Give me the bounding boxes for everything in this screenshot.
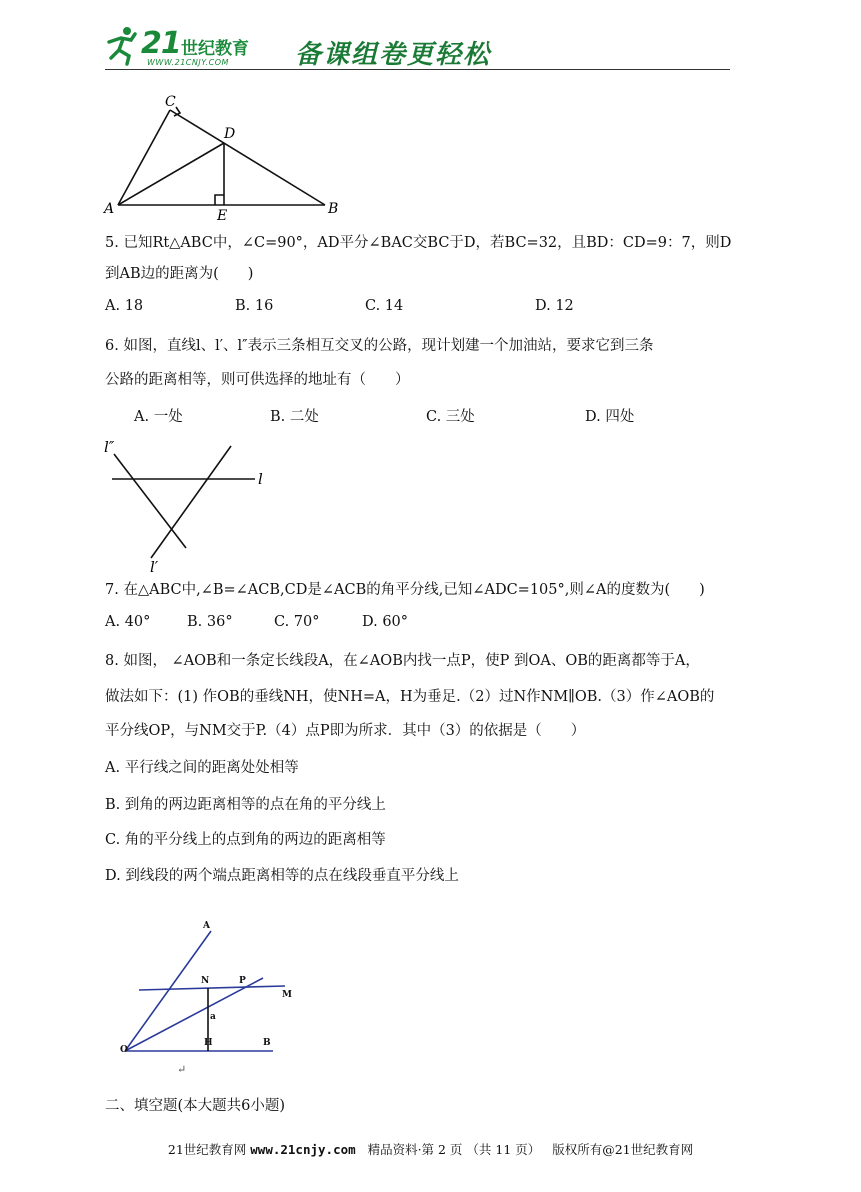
question-5-line-1: 5. 已知Rt△ABC中，∠C=90°，AD平分∠BAC交BC于D，若BC=32，且BD：CD=9：7，则D — [105, 235, 732, 251]
label-l: l — [258, 470, 263, 488]
runner-logo-icon — [105, 26, 141, 66]
logo-name: 世纪教育 — [181, 39, 249, 59]
q8-option-b: B. 到角的两边距离相等的点在角的平分线上 — [105, 797, 386, 813]
label-b: B — [328, 201, 339, 217]
question-8-line-1: 8. 如图， ∠AOB和一条定长线段A，在∠AOB内找一点P，使P 到OA、OB的距离都等于A， — [105, 653, 700, 669]
q7-option-a: A. 40° — [105, 614, 151, 630]
question-6-line-1: 6. 如图，直线l、l′、l″表示三条相互交叉的公路，现计划建一个加油站，要求它到三条 — [105, 338, 654, 354]
q5-option-a: A. 18 — [105, 298, 144, 314]
section-2-title: 二、填空题(本大题共6小题) — [105, 1098, 286, 1114]
header-divider — [105, 69, 730, 70]
question-8-line-2: 做法如下：(1) 作OB的垂线NH，使NH=A，H为垂足.（2）过N作NM∥OB.（3）作∠AOB的 — [105, 689, 715, 705]
q7-option-c: C. 70° — [274, 614, 320, 630]
label-d: D — [224, 126, 236, 142]
q7-option-d: D. 60° — [362, 614, 409, 630]
footer-site-name: 21世纪教育网 — [167, 1142, 247, 1157]
q5-option-b: B. 16 — [235, 298, 274, 314]
footer-url[interactable]: www.21cnjy.com — [250, 1142, 356, 1157]
header-slogan: 备课组卷更轻松 — [295, 40, 492, 70]
q6-option-c: C. 三处 — [426, 409, 475, 425]
label-e: E — [217, 208, 228, 222]
footer-page-info: 精品资料·第 2 页 （共 11 页） — [367, 1142, 541, 1157]
question-7-line-1: 7. 在△ABC中,∠B=∠ACB,CD是∠ACB的角平分线,已知∠ADC=105°,则∠A的度数为( ) — [105, 582, 705, 598]
page-header — [105, 20, 730, 72]
question-6-line-2: 公路的距离相等，则可供选择的地址有（ ） — [105, 372, 410, 388]
q7-option-b: B. 36° — [187, 614, 233, 630]
question-8-line-3: 平分线OP，与NM交于P.（4）点P即为所求．其中（3）的依据是（ ） — [105, 723, 586, 739]
page-footer — [0, 1140, 861, 1158]
angle-construction-figure — [115, 915, 300, 1085]
label-m: M — [282, 990, 292, 1000]
label-b: B — [263, 1038, 271, 1048]
label-o: O — [120, 1045, 128, 1055]
return-mark-icon: ↵ — [177, 1063, 187, 1076]
label-l-prime: l′ — [150, 558, 159, 576]
q5-option-c: C. 14 — [365, 298, 404, 314]
q6-option-b: B. 二处 — [270, 409, 319, 425]
label-a: A — [104, 201, 115, 217]
question-5-line-2: 到AB边的距离为( ) — [105, 266, 254, 282]
roads-figure — [100, 432, 280, 577]
label-h: H — [204, 1038, 213, 1048]
q8-option-c: C. 角的平分线上的点到角的两边的距离相等 — [105, 832, 386, 848]
label-a-top: A — [203, 921, 210, 931]
label-p: P — [239, 976, 246, 986]
logo-number: 21 — [141, 26, 181, 61]
label-a-segment: a — [210, 1012, 216, 1022]
q8-option-a: A. 平行线之间的距离处处相等 — [105, 760, 299, 776]
q6-option-d: D. 四处 — [585, 409, 635, 425]
triangle-figure — [100, 92, 350, 222]
label-l-double-prime: l″ — [104, 438, 115, 456]
footer-copyright: 版权所有@21世纪教育网 — [552, 1142, 694, 1157]
q6-option-a: A. 一处 — [134, 409, 183, 425]
label-c: C — [165, 94, 176, 110]
logo-url: WWW.21CNJY.COM — [147, 58, 229, 67]
label-n: N — [201, 976, 210, 986]
q5-option-d: D. 12 — [535, 298, 574, 314]
q8-option-d: D. 到线段的两个端点距离相等的点在线段垂直平分线上 — [105, 868, 459, 884]
